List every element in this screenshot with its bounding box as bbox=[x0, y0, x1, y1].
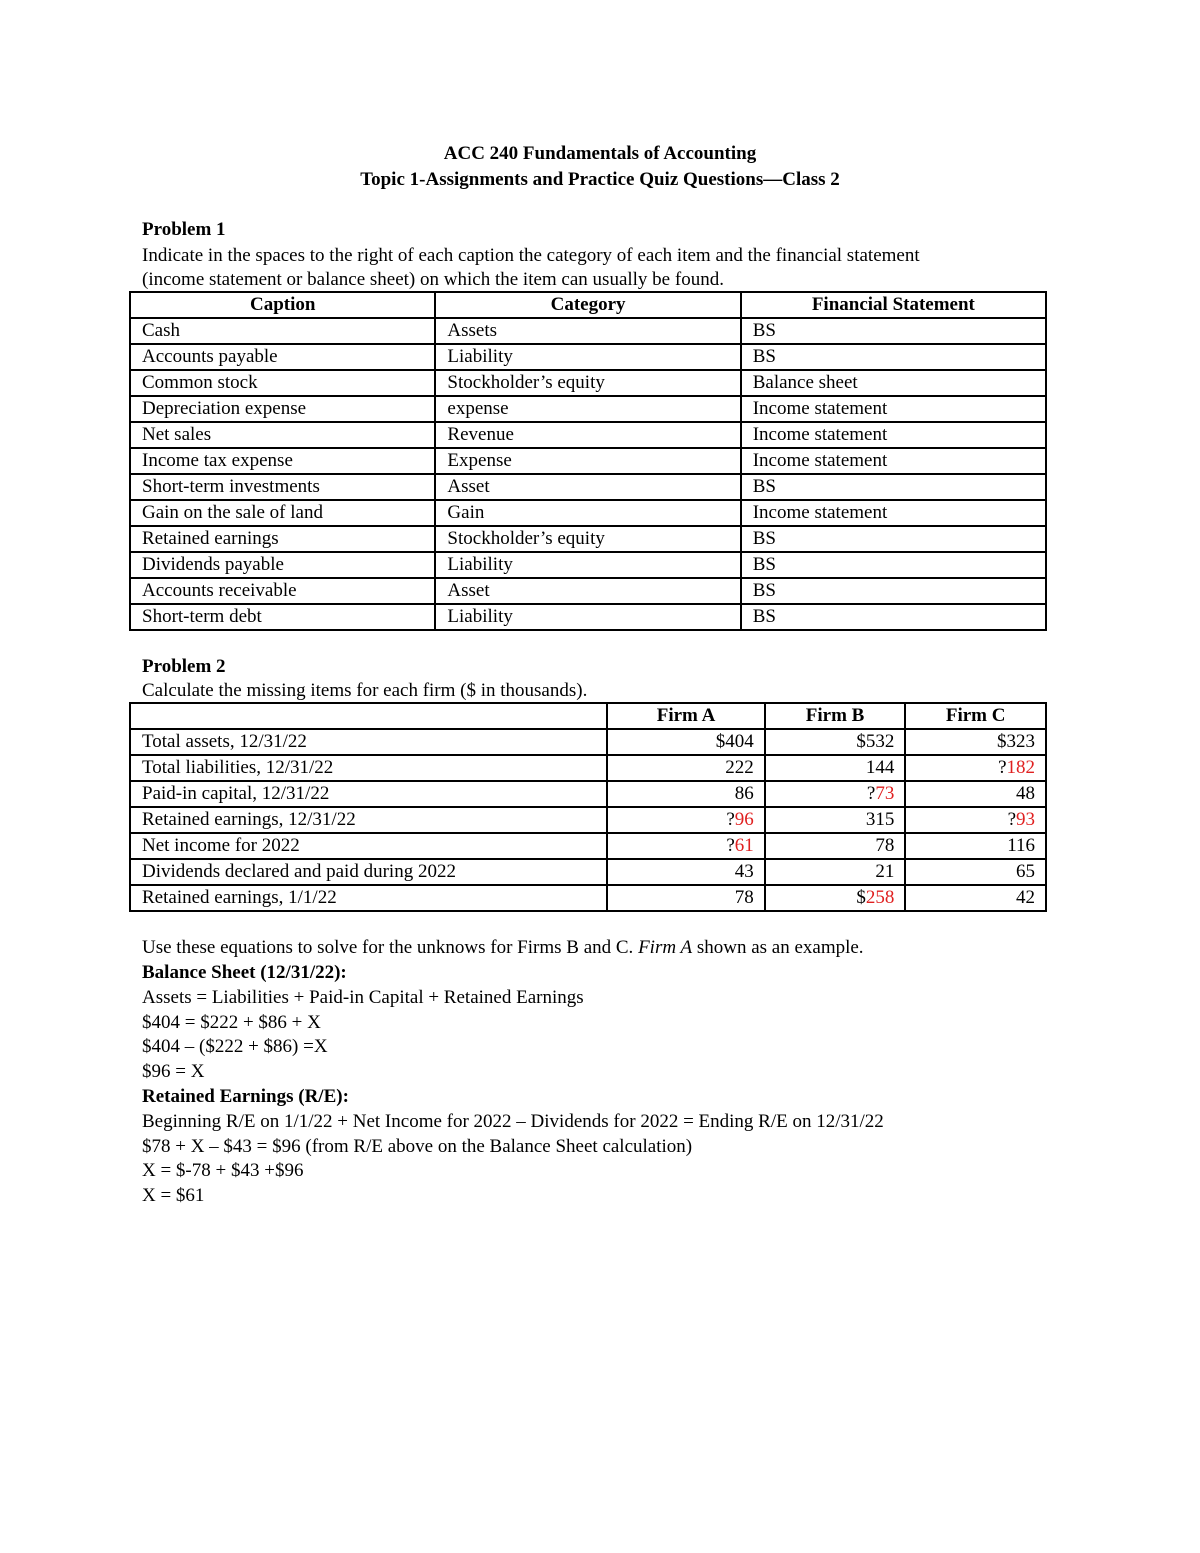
given-value: 315 bbox=[865, 809, 895, 830]
column-header-category: Category bbox=[435, 292, 740, 318]
category-cell: Expense bbox=[435, 448, 740, 474]
caption-cell: Income tax expense bbox=[130, 448, 435, 474]
table-row bbox=[130, 755, 1046, 781]
caption-cell: Gain on the sale of land bbox=[130, 500, 435, 526]
firm-a-cell bbox=[607, 729, 765, 755]
firm-b-cell bbox=[765, 833, 906, 859]
category-cell: expense bbox=[435, 396, 740, 422]
given-value: $404 bbox=[715, 731, 754, 752]
table-row bbox=[130, 859, 1046, 885]
statement-cell: Balance sheet bbox=[741, 370, 1046, 396]
balance-sheet-step: $404 = $222 + $86 + X bbox=[142, 1012, 321, 1033]
given-value: ? bbox=[1007, 809, 1016, 830]
problem2-instructions: Calculate the missing items for each firm ($ in thousands). bbox=[142, 680, 588, 701]
given-value: 65 bbox=[1016, 861, 1035, 882]
statement-cell: BS bbox=[741, 318, 1046, 344]
caption-cell: Short-term debt bbox=[130, 604, 435, 630]
given-value: 43 bbox=[734, 861, 754, 882]
given-value: 42 bbox=[1016, 887, 1035, 908]
given-value: $323 bbox=[997, 731, 1035, 752]
caption-cell: Net sales bbox=[130, 422, 435, 448]
document-title: ACC 240 Fundamentals of Accounting bbox=[443, 143, 757, 164]
given-value: ? bbox=[998, 757, 1007, 778]
balance-sheet-step: $404 – ($222 + $86) =X bbox=[142, 1036, 328, 1057]
firm-c-cell bbox=[905, 729, 1046, 755]
statement-cell: Income statement bbox=[741, 500, 1046, 526]
document-subtitle: Topic 1-Assignments and Practice Quiz Questions—Class 2 bbox=[360, 169, 840, 190]
given-value: 78 bbox=[875, 835, 895, 856]
problem1-heading: Problem 1 bbox=[142, 219, 226, 240]
firm-b-cell bbox=[765, 729, 906, 755]
answer-value: 258 bbox=[865, 887, 895, 908]
firm-b-cell bbox=[765, 859, 906, 885]
table-row bbox=[130, 396, 1046, 422]
category-cell: Assets bbox=[435, 318, 740, 344]
table-row bbox=[130, 344, 1046, 370]
firm-b-cell bbox=[765, 885, 906, 911]
firm-c-cell bbox=[905, 807, 1046, 833]
statement-cell: Income statement bbox=[741, 396, 1046, 422]
retained-earnings-step: X = $-78 + $43 +$96 bbox=[142, 1160, 304, 1181]
given-value: 222 bbox=[725, 757, 754, 778]
firm-a-cell bbox=[607, 885, 765, 911]
problem1-instructions-line2: (income statement or balance sheet) on which the item can usually be found. bbox=[142, 269, 724, 290]
table-row bbox=[130, 318, 1046, 344]
statement-cell: BS bbox=[741, 578, 1046, 604]
table-row bbox=[130, 500, 1046, 526]
table-row bbox=[130, 370, 1046, 396]
statement-cell: BS bbox=[741, 526, 1046, 552]
row-label: Paid-in capital, 12/31/22 bbox=[130, 781, 607, 807]
answer-value: 182 bbox=[1006, 757, 1035, 778]
statement-cell: BS bbox=[741, 604, 1046, 630]
firm-c-cell bbox=[905, 859, 1046, 885]
solution-intro bbox=[142, 937, 864, 959]
given-value: ? bbox=[866, 783, 876, 804]
table-header-row bbox=[130, 292, 1046, 318]
solution-intro-italic: Firm A bbox=[638, 937, 693, 958]
row-label: Net income for 2022 bbox=[130, 833, 607, 859]
answer-value: 61 bbox=[734, 835, 754, 856]
firm-b-cell bbox=[765, 755, 906, 781]
column-header-blank bbox=[130, 703, 607, 729]
given-value: 78 bbox=[734, 887, 754, 908]
statement-cell: BS bbox=[741, 552, 1046, 578]
table-row bbox=[130, 448, 1046, 474]
table-row bbox=[130, 422, 1046, 448]
firm-a-cell bbox=[607, 807, 765, 833]
balance-sheet-equation: Assets = Liabilities + Paid-in Capital + Retained Earnings bbox=[142, 987, 584, 1008]
balance-sheet-result: $96 = X bbox=[142, 1061, 205, 1082]
table-row bbox=[130, 833, 1046, 859]
given-value: $ bbox=[856, 887, 866, 908]
firm-c-cell bbox=[905, 885, 1046, 911]
category-cell: Liability bbox=[435, 344, 740, 370]
caption-cell: Short-term investments bbox=[130, 474, 435, 500]
statement-cell: Income statement bbox=[741, 422, 1046, 448]
table-row bbox=[130, 604, 1046, 630]
given-value: 48 bbox=[1016, 783, 1035, 804]
table-row bbox=[130, 552, 1046, 578]
firm-c-cell bbox=[905, 755, 1046, 781]
row-label: Total liabilities, 12/31/22 bbox=[130, 755, 607, 781]
category-cell: Liability bbox=[435, 604, 740, 630]
statement-cell: BS bbox=[741, 344, 1046, 370]
retained-earnings-step: $78 + X – $43 = $96 (from R/E above on the Balance Sheet calculation) bbox=[142, 1136, 693, 1157]
retained-earnings-equation: Beginning R/E on 1/1/22 + Net Income for 2022 – Dividends for 2022 = Ending R/E on 12/31/22 bbox=[142, 1111, 884, 1132]
category-cell: Asset bbox=[435, 578, 740, 604]
retained-earnings-result: X = $61 bbox=[142, 1185, 205, 1206]
problem2-heading: Problem 2 bbox=[142, 656, 226, 677]
row-label: Retained earnings, 1/1/22 bbox=[130, 885, 607, 911]
table-row bbox=[130, 526, 1046, 552]
category-cell: Stockholder’s equity bbox=[435, 370, 740, 396]
given-value: ? bbox=[726, 835, 735, 856]
firm-a-cell bbox=[607, 755, 765, 781]
category-cell: Asset bbox=[435, 474, 740, 500]
table-header-row bbox=[130, 703, 1046, 729]
caption-cell: Cash bbox=[130, 318, 435, 344]
given-value: $532 bbox=[856, 731, 895, 752]
row-label: Dividends declared and paid during 2022 bbox=[130, 859, 607, 885]
balance-sheet-heading: Balance Sheet (12/31/22): bbox=[142, 962, 347, 983]
column-header-firm-b: Firm B bbox=[765, 703, 906, 729]
table-row bbox=[130, 474, 1046, 500]
given-value: 144 bbox=[865, 757, 895, 778]
table-row bbox=[130, 729, 1046, 755]
table-row bbox=[130, 807, 1046, 833]
caption-cell: Accounts payable bbox=[130, 344, 435, 370]
table-row bbox=[130, 781, 1046, 807]
answer-value: 93 bbox=[1016, 809, 1035, 830]
caption-category-table bbox=[129, 291, 1047, 631]
table-row bbox=[130, 578, 1046, 604]
category-cell: Gain bbox=[435, 500, 740, 526]
column-header-firm-c: Firm C bbox=[905, 703, 1046, 729]
given-value: 86 bbox=[734, 783, 754, 804]
column-header-caption: Caption bbox=[130, 292, 435, 318]
firm-c-cell bbox=[905, 833, 1046, 859]
firm-calculation-table bbox=[129, 702, 1047, 912]
row-label: Total assets, 12/31/22 bbox=[130, 729, 607, 755]
solution-intro-tail: shown as an example. bbox=[692, 937, 864, 958]
category-cell: Stockholder’s equity bbox=[435, 526, 740, 552]
problem1-instructions-line1: Indicate in the spaces to the right of each caption the category of each item and the financial statement bbox=[142, 245, 920, 266]
given-value: 116 bbox=[1007, 835, 1035, 856]
category-cell: Liability bbox=[435, 552, 740, 578]
category-cell: Revenue bbox=[435, 422, 740, 448]
firm-a-cell bbox=[607, 781, 765, 807]
caption-cell: Accounts receivable bbox=[130, 578, 435, 604]
solution-intro-text: Use these equations to solve for the unknows for Firms B and C. bbox=[142, 937, 639, 958]
column-header-financial-statement: Financial Statement bbox=[741, 292, 1046, 318]
column-header-firm-a: Firm A bbox=[607, 703, 765, 729]
answer-value: 73 bbox=[875, 783, 895, 804]
caption-cell: Dividends payable bbox=[130, 552, 435, 578]
answer-value: 96 bbox=[734, 809, 754, 830]
firm-a-cell bbox=[607, 833, 765, 859]
caption-cell: Retained earnings bbox=[130, 526, 435, 552]
firm-a-cell bbox=[607, 859, 765, 885]
table-row bbox=[130, 885, 1046, 911]
row-label: Retained earnings, 12/31/22 bbox=[130, 807, 607, 833]
firm-b-cell bbox=[765, 781, 906, 807]
given-value: 21 bbox=[875, 861, 895, 882]
statement-cell: BS bbox=[741, 474, 1046, 500]
statement-cell: Income statement bbox=[741, 448, 1046, 474]
firm-c-cell bbox=[905, 781, 1046, 807]
given-value: ? bbox=[726, 809, 735, 830]
retained-earnings-heading: Retained Earnings (R/E): bbox=[142, 1086, 349, 1107]
firm-b-cell bbox=[765, 807, 906, 833]
caption-cell: Depreciation expense bbox=[130, 396, 435, 422]
caption-cell: Common stock bbox=[130, 370, 435, 396]
